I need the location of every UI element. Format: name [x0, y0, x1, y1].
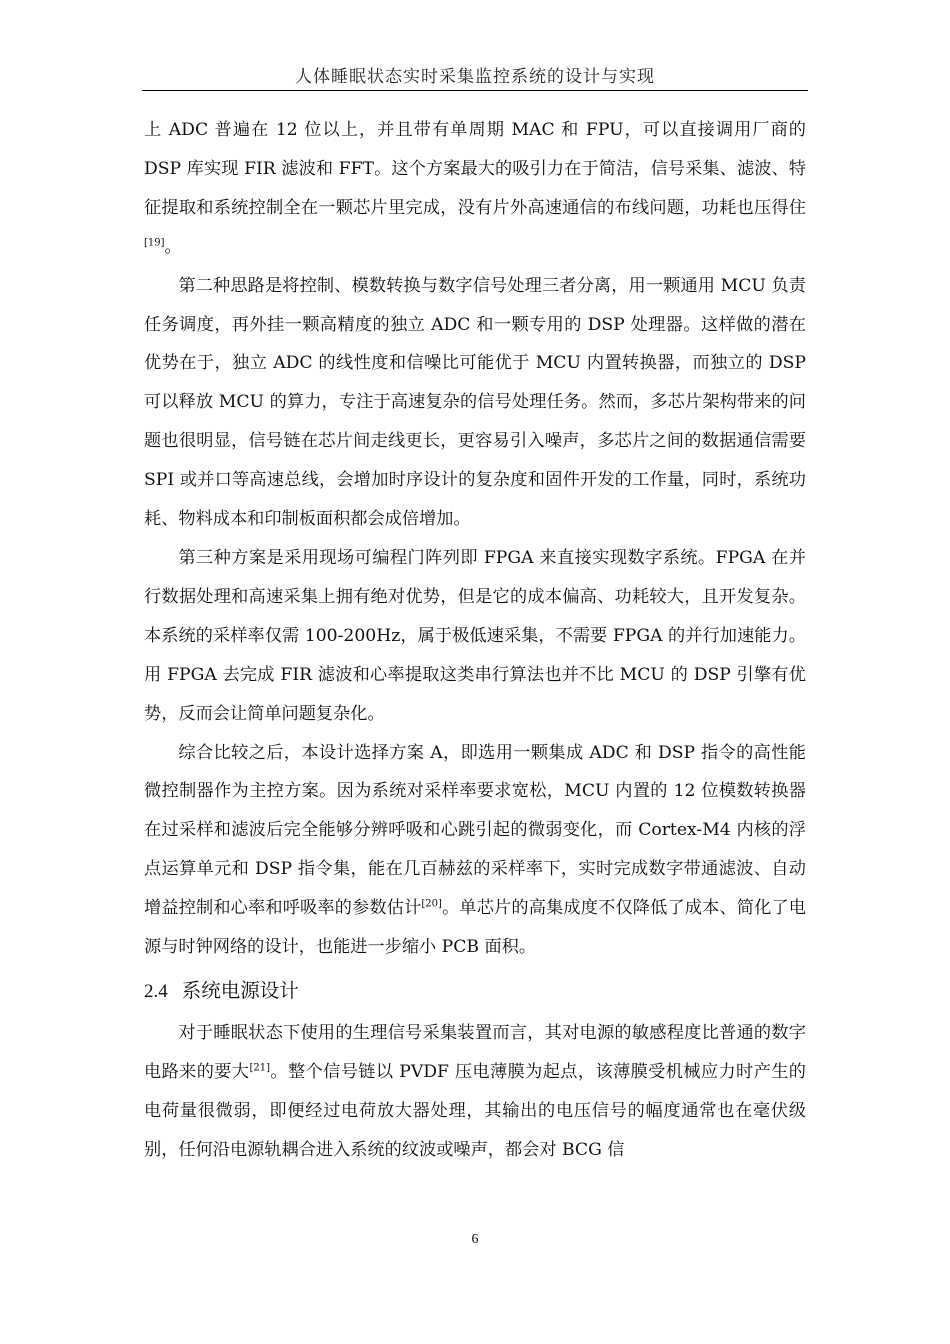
citation[interactable]: [20]	[421, 898, 442, 910]
page-number: 6	[471, 1232, 479, 1247]
citation[interactable]: [19]	[144, 236, 165, 248]
running-header: 人体睡眠状态实时采集监控系统的设计与实现	[295, 67, 655, 87]
section-number: 2.4	[144, 980, 168, 1002]
paragraph-1: 上 ADC 普遍在 12 位以上，并且带有单周期 MAC 和 FPU，可以直接调用厂商的 DSP 库实现 FIR 滤波和 FFT。这个方案最大的吸引力在于简洁，信号采集、滤波、特征提取和系统控制全在一颗芯片里完成，没有片外高速通信的布线问题，功耗也压得住[19]。	[144, 120, 806, 257]
section-title: 系统电源设计	[181, 978, 299, 1002]
paragraph-3: 第三种方案是采用现场可编程门阵列即 FPGA 来直接实现数字系统。FPGA 在并行数据处理和高速采集上拥有绝对优势，但是它的成本偏高、功耗较大，且开发复杂。本系统的采样率仅需 100-200Hz，属于极低速采集，不需要 FPGA 的并行加速能力。用 FPGA 去完成 FIR 滤波和心率提取这类串行算法也并不比 MCU 的 DSP 引擎有优势，反而会让简单问题复杂化。	[144, 547, 806, 724]
paragraph-5: 对于睡眠状态下使用的生理信号采集装置而言，其对电源的敏感程度比普通的数字电路来的要大[21]。整个信号链以 PVDF 压电薄膜为起点，该薄膜受机械应力时产生的电荷量很微弱，即便经过电荷放大器处理，其输出的电压信号的幅度通常也在毫伏级别，任何沿电源轨耦合进入系统的纹波或噪声，都会对 BCG 信	[144, 1022, 806, 1160]
header-rule	[142, 90, 808, 91]
citation[interactable]: [21]	[249, 1062, 270, 1074]
page-body	[144, 111, 806, 1170]
paragraph-4: 综合比较之后，本设计选择方案 A，即选用一颗集成 ADC 和 DSP 指令的高性能微控制器作为主控方案。因为系统对采样率要求宽松，MCU 内置的 12 位模数转换器在过采样和滤波后完全能够分辨呼吸和心跳引起的微弱变化，而 Cortex-M4 内核的浮点运算单元和 DSP 指令集，能在几百赫兹的采样率下，实时完成数字带通滤波、自动增益控制和心率和呼吸率的参数估计[20]。单芯片的高集成度不仅降低了成本、简化了电源与时钟网络的设计，也能进一步缩小 PCB 面积。	[144, 742, 806, 958]
paragraph-2: 第二种思路是将控制、模数转换与数字信号处理三者分离，用一颗通用 MCU 负责任务调度，再外挂一颗高精度的独立 ADC 和一颗专用的 DSP 处理器。这样做的潜在优势在于，独立 ADC 的线性度和信噪比可能优于 MCU 内置转换器，而独立的 DSP 可以释放 MCU 的算力，专注于高速复杂的信号处理任务。然而，多芯片架构带来的问题也很明显，信号链在芯片间走线更长，更容易引入噪声，多芯片之间的数据通信需要 SPI 或并口等高速总线，会增加时序设计的复杂度和固件开发的工作量，同时，系统功耗、物料成本和印制板面积都会成倍增加。	[144, 275, 806, 530]
section-heading	[144, 975, 806, 1008]
